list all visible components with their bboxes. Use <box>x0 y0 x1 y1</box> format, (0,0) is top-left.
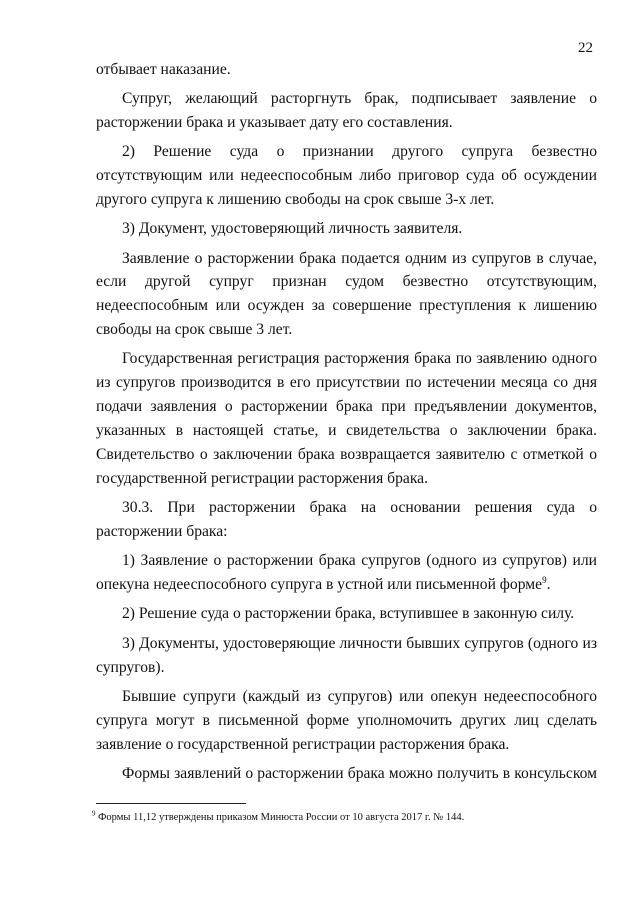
footnote-text: Формы 11,12 утверждены приказом Минюста России от 10 августа 2017 г. № 144. <box>95 812 465 823</box>
paragraph-5: Заявление о расторжении брака подается одним из супругов в случае, если другой супруг признан судом безвестно отсутствующим, недееспособным или осужден за совершение преступления к лишению свободы на срок свыше 3 лет. <box>96 249 597 339</box>
body-text <box>96 58 597 786</box>
paragraph-1: отбывает наказание. <box>96 61 231 78</box>
paragraph-8-text: 1) Заявление о расторжении брака супругов (одного из супругов) или опекуна недееспособного супруга в устной или письменной форме <box>96 552 597 594</box>
paragraph-7: 30.3. При расторжении брака на основании решения суда о расторжении брака: <box>96 499 597 541</box>
paragraph-9: 2) Решение суда о расторжении брака, вступившее в законную силу. <box>122 605 575 623</box>
paragraph-4: 3) Документ, удостоверяющий личность заявителя. <box>122 220 463 238</box>
paragraph-8-end: . <box>546 576 551 594</box>
footnote <box>92 811 602 824</box>
paragraph-2: Супруг, желающий расторгнуть брак, подписывает заявление о расторжении брака и указывает дату его составления. <box>96 90 597 132</box>
paragraph-10: 3) Документы, удостоверяющие личности бывших супругов (одного из супругов). <box>96 634 597 676</box>
footnote-separator <box>96 803 246 804</box>
paragraph-12: Формы заявлений о расторжении брака можно получить в консульском <box>122 764 597 782</box>
paragraph-6: Государственная регистрация расторжения брака по заявлению одного из супругов производится в его присутствии по истечении месяца со дня подачи заявления о расторжении брака при предъявлении документов, указанных в настоящей статье, и свидетельства о заключении брака. Свидетельство о заключении брака возвращается заявителю с отметкой о государственной регистрации расторжения брака. <box>96 350 597 487</box>
paragraph-8 <box>96 549 597 597</box>
paragraph-11: Бывшие супруги (каждый из супругов) или опекун недееспособного супруга могут в письменной форме уполномочить других лиц сделать заявление о государственной регистрации расторжения брака. <box>96 687 597 753</box>
footnote-marker: 9 <box>92 809 96 818</box>
paragraph-3: 2) Решение суда о признании другого супруга безвестно отсутствующим или недееспособным либо приговор суда об осуждении другого супруга к лишению свободы на срок свыше 3-х лет. <box>96 143 597 209</box>
page-number: 22 <box>578 40 593 56</box>
footnote-reference: 9 <box>542 575 547 586</box>
